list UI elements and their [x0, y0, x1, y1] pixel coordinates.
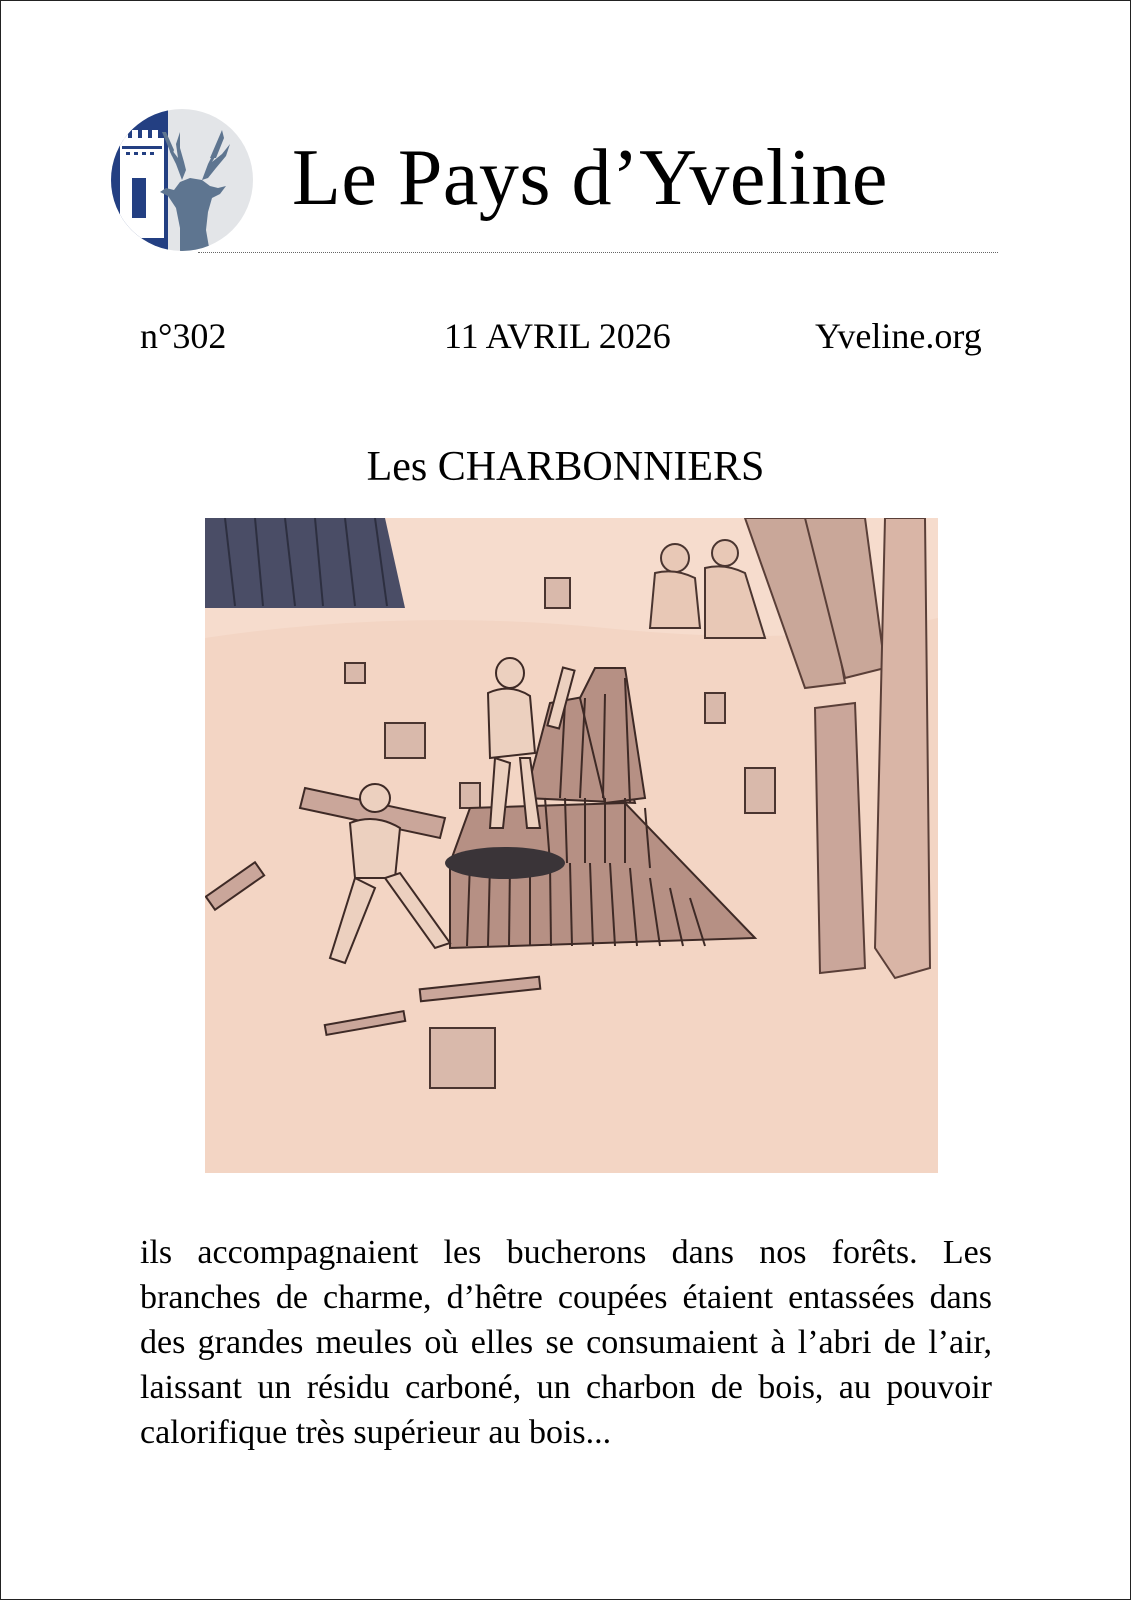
title-divider [198, 252, 998, 253]
article-headline: Les CHARBONNIERS [366, 444, 765, 490]
website-label: Yveline.org [815, 316, 982, 356]
charcoal-burners-illustration [205, 518, 938, 1173]
publication-title: Le Pays d’Yveline [292, 134, 888, 222]
article-body: ils accompagnaient les bucherons dans nos forêts. Les branches de charme, d’hêtre coupées étaient entassées dans des grandes meules où elles se consumaient à l’abri de l’air, laissant un résidu carboné, un charbon de bois, au pouvoir calorifique très supérieur au bois... [140, 1234, 992, 1451]
issue-number: n°302 [140, 316, 227, 356]
issue-date: 11 AVRIL 2026 [444, 316, 671, 356]
castle-and-stag-logo-icon [110, 108, 255, 253]
